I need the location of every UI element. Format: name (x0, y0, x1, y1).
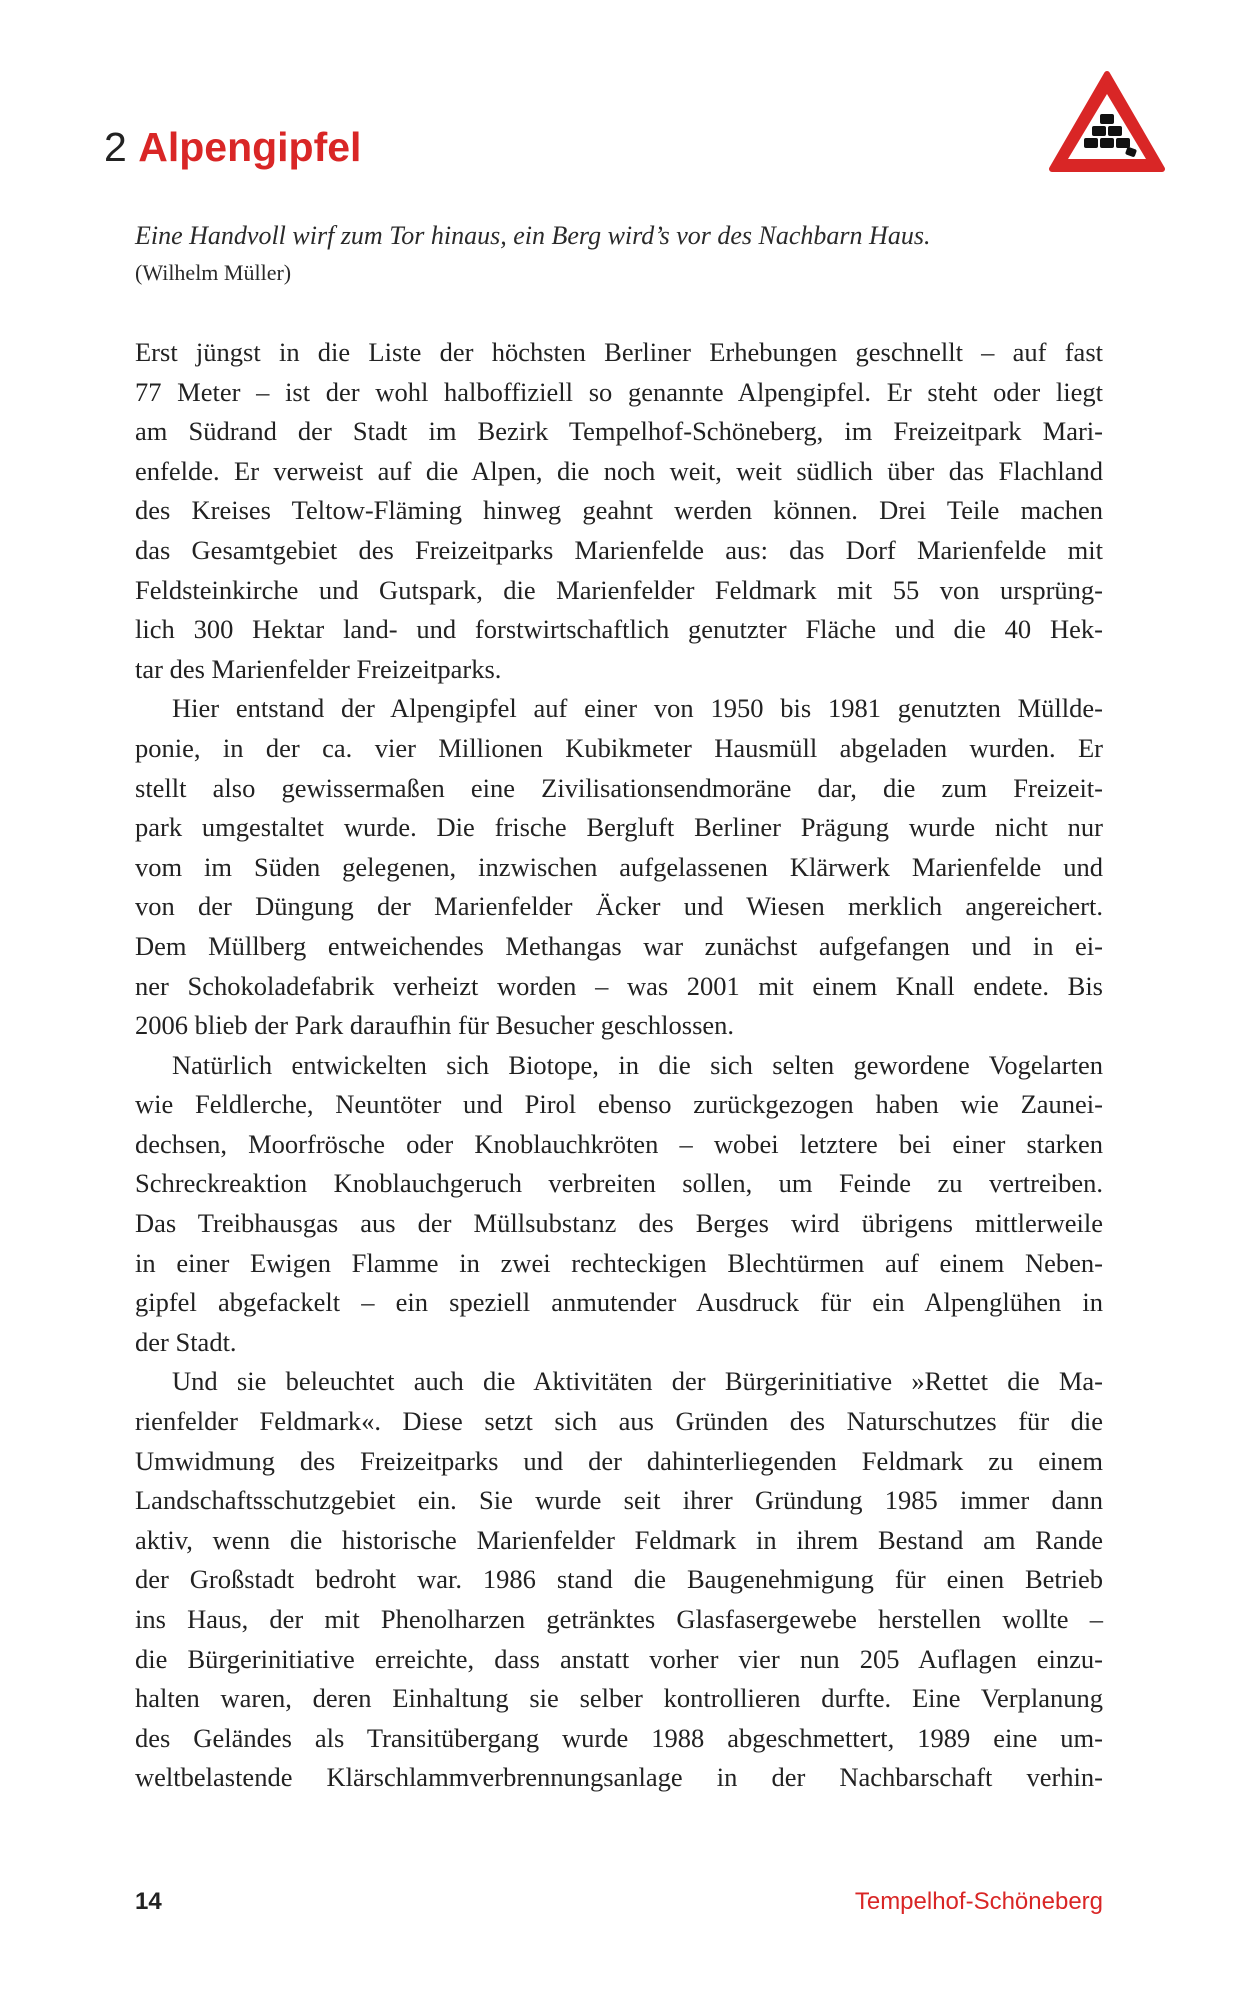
page-number: 14 (135, 1888, 162, 1915)
text-line: am Südrand der Stadt im Bezirk Tempelhof-Schöneberg, im Freizeitpark Mari- (135, 416, 1103, 447)
text-line: rienfelder Feldmark«. Diese setzt sich aus Gründen des Naturschutzes für die (135, 1406, 1103, 1437)
text-line: Schreckreaktion Knoblauchgeruch verbreiten sollen, um Feinde zu vertreiben. (135, 1168, 1103, 1199)
text-line: enfelde. Er verweist auf die Alpen, die noch weit, weit südlich über das Flachland (135, 455, 1103, 486)
text-line: Erst jüngst in die Liste der höchsten Berliner Erhebungen geschnellt – auf fast (135, 337, 1103, 367)
text-line: Und sie beleuchtet auch die Aktivitäten der Bürgerinitiative »Rettet die Ma- (172, 1366, 1103, 1397)
epigraph-quote: Eine Handvoll wirf zum Tor hinaus, ein Berg wird’s vor des Nachbarn Haus. (135, 221, 931, 250)
text-line: von der Düngung der Marienfelder Äcker und Wiesen merklich angereichert. (135, 891, 1103, 922)
chapter-name: Alpengipfel (138, 124, 362, 170)
text-line: in einer Ewigen Flamme in zwei rechteckigen Blechtürmen auf einem Neben- (135, 1247, 1103, 1278)
text-line: 77 Meter – ist der wohl halboffiziell so genannte Alpengipfel. Er steht oder liegt (135, 376, 1103, 407)
text-line: Natürlich entwickelten sich Biotope, in die sich selten gewordene Vogelarten (172, 1049, 1103, 1080)
text-line: aktiv, wenn die historische Marienfelder Feldmark in ihrem Bestand am Rande (135, 1524, 1103, 1555)
text-line: der Großstadt bedroht war. 1986 stand die Baugenehmigung für einen Betrieb (135, 1564, 1103, 1595)
text-line: Landschaftsschutzgebiet ein. Sie wurde seit ihrer Gründung 1985 immer dann (135, 1485, 1103, 1516)
text-line: die Bürgerinitiative erreichte, dass anstatt vorher vier nun 205 Auflagen einzu- (135, 1643, 1103, 1674)
text-line: das Gesamtgebiet des Freizeitparks Marienfelde aus: das Dorf Marienfelde mit (135, 534, 1103, 565)
text-line: halten waren, deren Einhaltung sie selber kontrollieren durfte. Eine Verplanung (135, 1683, 1103, 1714)
text-line: tar des Marienfelder Freizeitparks. (135, 653, 502, 684)
text-line: ponie, in der ca. vier Millionen Kubikmeter Hausmüll abgeladen wurden. Er (135, 732, 1103, 763)
chapter-title (104, 122, 361, 172)
text-line: ins Haus, der mit Phenolharzen getränktes Glasfasergewebe herstellen wollte – (135, 1604, 1103, 1634)
text-line: des Kreises Teltow-Fläming hinweg geahnt werden können. Drei Teile machen (135, 495, 1103, 526)
text-line: ner Schokoladefabrik verheizt worden – was 2001 mit einem Knall endete. Bis (135, 970, 1103, 1001)
chapter-number: 2 (104, 124, 127, 170)
text-line: gipfel abgefackelt – ein speziell anmutender Ausdruck für ein Alpenglühen in (135, 1287, 1103, 1318)
text-line: park umgestaltet wurde. Die frische Bergluft Berliner Prägung wurde nicht nur (135, 812, 1103, 843)
body-text (135, 333, 1103, 1798)
text-line: dechsen, Moorfrösche oder Knoblauchkröten – wobei letztere bei einer starken (135, 1128, 1103, 1159)
text-line: vom im Süden gelegenen, inzwischen aufgelassenen Klärwerk Marienfelde und (135, 851, 1103, 882)
text-line: lich 300 Hektar land- und forstwirtschaftlich genutzter Fläche und die 40 Hek- (135, 614, 1103, 645)
text-line: wie Feldlerche, Neuntöter und Pirol ebenso zurückgezogen haben wie Zaunei- (135, 1089, 1103, 1120)
text-line: Hier entstand der Alpengipfel auf einer von 1950 bis 1981 genutzten Mülldе- (172, 693, 1103, 724)
text-line: Dem Müllberg entweichendes Methangas war zunächst aufgefangen und in ei- (135, 930, 1103, 961)
text-line: des Geländes als Transitübergang wurde 1988 abgeschmettert, 1989 eine um- (135, 1722, 1103, 1753)
text-line: 2006 blieb der Park daraufhin für Besucher geschlossen. (135, 1010, 735, 1041)
text-line: Umwidmung des Freizeitparks und der dahinterliegenden Feldmark zu einem (135, 1445, 1103, 1476)
warning-sign-stacked-cans-icon (1048, 70, 1166, 174)
text-line: Das Treibhausgas aus der Müllsubstanz des Berges wird übrigens mittlerweile (135, 1208, 1103, 1239)
text-line: der Stadt. (135, 1326, 237, 1357)
text-line: weltbelastende Klärschlammverbrennungsanlage in der Nachbarschaft verhin- (135, 1762, 1103, 1793)
text-line: Feldsteinkirche und Gutspark, die Marienfelder Feldmark mit 55 von ursprüng- (135, 574, 1103, 605)
text-line: stellt also gewissermaßen eine Zivilisationsendmoräne dar, die zum Freizeit- (135, 772, 1103, 803)
epigraph-author: (Wilhelm Müller) (135, 260, 292, 285)
running-footer-title: Tempelhof-Schöneberg (854, 1888, 1103, 1915)
